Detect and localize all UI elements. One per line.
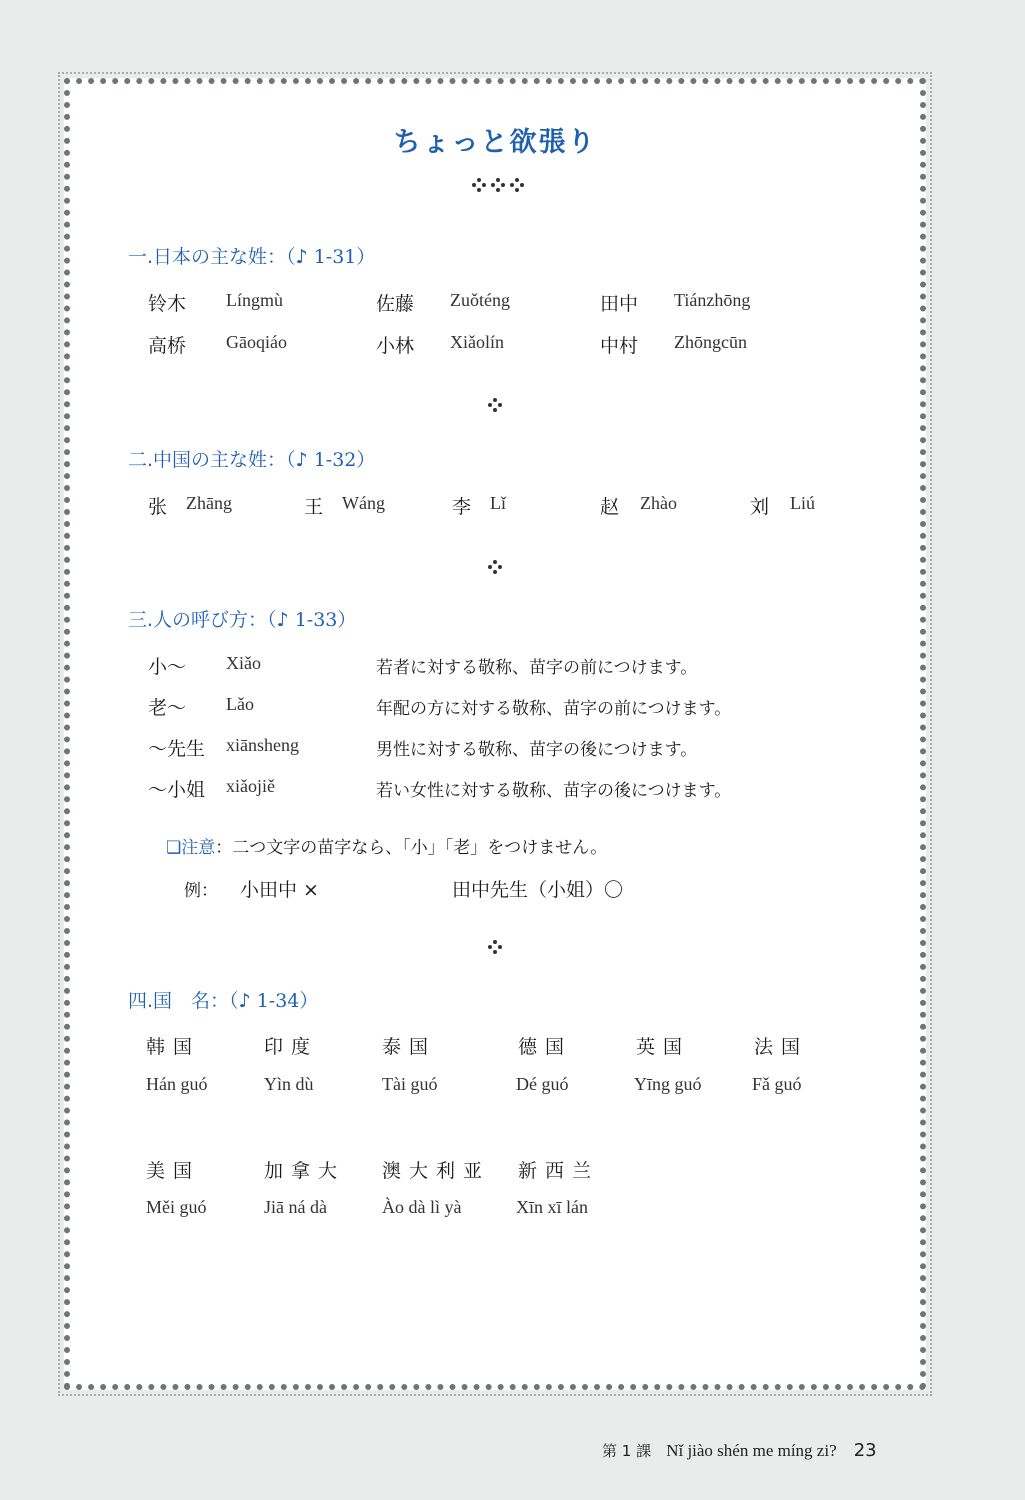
address-hanzi: ～先生 xyxy=(148,738,206,760)
name-pinyin: Liú xyxy=(790,493,815,513)
address-pinyin: xiānsheng xyxy=(226,735,299,755)
note-text: ：二つ文字の苗字なら、「小」「老」をつけません。 xyxy=(215,838,608,858)
name-hanzi: 中村 xyxy=(600,335,639,357)
dotted-border-frame xyxy=(64,78,926,1390)
address-pinyin: Lǎo xyxy=(226,694,254,714)
name-pinyin: Língmù xyxy=(226,290,283,310)
country-pinyin: Yìn dù xyxy=(264,1074,314,1094)
name-pinyin: Zhào xyxy=(640,493,677,513)
name-hanzi: 张 xyxy=(148,496,168,518)
address-hanzi: ～小姐 xyxy=(148,779,206,801)
page-footer xyxy=(602,1440,877,1461)
country-pinyin: Yīng guó xyxy=(634,1074,702,1094)
name-pinyin: Lǐ xyxy=(490,493,506,513)
heading-text: 二.中国の主な姓： xyxy=(128,449,287,471)
address-description: 若い女性に対する敬称、苗字の後につけます。 xyxy=(376,781,732,801)
name-pinyin: Tiánzhōng xyxy=(674,290,751,310)
section-heading-chinese-surnames xyxy=(128,445,375,472)
country-pinyin: Ào dà lì yà xyxy=(382,1197,462,1217)
name-pinyin: Xiǎolín xyxy=(450,332,504,352)
example-wrong: 小田中 × xyxy=(240,879,319,901)
address-description: 若者に対する敬称、苗字の前につけます。 xyxy=(376,658,698,678)
country-pinyin: Dé guó xyxy=(516,1074,569,1094)
country-pinyin: Měi guó xyxy=(146,1197,207,1217)
country-pinyin: Jiā ná dà xyxy=(264,1197,327,1217)
section-heading-forms-of-address xyxy=(128,605,356,632)
audio-track: （♪ 1-31） xyxy=(286,246,376,268)
name-hanzi: 田中 xyxy=(600,293,639,315)
address-hanzi: 老～ xyxy=(148,697,187,719)
ornament-divider xyxy=(486,396,504,418)
ornament-divider xyxy=(470,176,526,194)
example-label: 例： xyxy=(184,881,218,901)
address-pinyin: xiǎojiě xyxy=(226,776,275,796)
country-pinyin: Hán guó xyxy=(146,1074,208,1094)
page-title: ちょっと欲張り xyxy=(393,127,597,158)
country-hanzi: 韩国 xyxy=(146,1036,201,1058)
heading-text: 四.国 名： xyxy=(128,990,230,1012)
address-description: 男性に対する敬称、苗字の後につけます。 xyxy=(376,740,698,760)
name-hanzi: 赵 xyxy=(600,496,620,518)
name-pinyin: Wáng xyxy=(342,493,385,513)
name-hanzi: 刘 xyxy=(750,496,770,518)
name-hanzi: 高桥 xyxy=(148,335,187,357)
name-pinyin: Zhāng xyxy=(186,493,232,513)
country-pinyin: Tài guó xyxy=(382,1074,438,1094)
country-hanzi: 新西兰 xyxy=(518,1160,600,1182)
audio-track: （♪ 1-33） xyxy=(267,609,357,631)
diamond-dots-icon xyxy=(470,176,526,194)
country-hanzi: 英国 xyxy=(636,1036,691,1058)
lesson-phrase: Nǐ jiào shén me míng zi? xyxy=(666,1441,837,1460)
page-number: 23 xyxy=(853,1440,877,1461)
country-hanzi: 泰国 xyxy=(382,1036,437,1058)
name-hanzi: 铃木 xyxy=(148,293,187,315)
country-hanzi: 澳大利亚 xyxy=(382,1160,491,1182)
country-hanzi: 法国 xyxy=(754,1036,809,1058)
diamond-dots-icon xyxy=(486,938,504,956)
country-hanzi: 美国 xyxy=(146,1160,201,1182)
diamond-dots-icon xyxy=(486,558,504,576)
name-hanzi: 王 xyxy=(304,496,324,518)
name-hanzi: 李 xyxy=(452,496,472,518)
name-hanzi: 佐藤 xyxy=(376,293,415,315)
heading-text: 一.日本の主な姓： xyxy=(128,246,287,268)
example-right: 田中先生（小姐）〇 xyxy=(452,879,624,901)
audio-track: （♪ 1-32） xyxy=(286,449,376,471)
note-label: 注意 xyxy=(181,838,216,858)
ornament-divider xyxy=(486,558,504,580)
name-pinyin: Zhōngcūn xyxy=(674,332,747,352)
ornament-divider xyxy=(486,938,504,960)
country-pinyin: Xīn xī lán xyxy=(516,1197,588,1217)
section-heading-country-names xyxy=(128,986,318,1013)
audio-track: （♪ 1-34） xyxy=(229,990,319,1012)
country-pinyin: Fǎ guó xyxy=(752,1074,802,1094)
country-hanzi: 加拿大 xyxy=(264,1160,346,1182)
name-hanzi: 小林 xyxy=(376,335,415,357)
diamond-dots-icon xyxy=(486,396,504,414)
heading-text: 三.人の呼び方： xyxy=(128,609,268,631)
address-description: 年配の方に対する敬称、苗字の前につけます。 xyxy=(376,699,732,719)
note-line xyxy=(166,833,607,858)
checkbox-icon: ❏ xyxy=(166,838,182,858)
address-hanzi: 小～ xyxy=(148,656,187,678)
country-hanzi: 印度 xyxy=(264,1036,319,1058)
address-pinyin: Xiǎo xyxy=(226,653,261,673)
section-heading-japanese-surnames xyxy=(128,242,375,269)
name-pinyin: Zuǒténg xyxy=(450,290,510,310)
name-pinyin: Gāoqiáo xyxy=(226,332,287,352)
lesson-number: 第 1 課 xyxy=(602,1442,652,1460)
country-hanzi: 德国 xyxy=(518,1036,573,1058)
